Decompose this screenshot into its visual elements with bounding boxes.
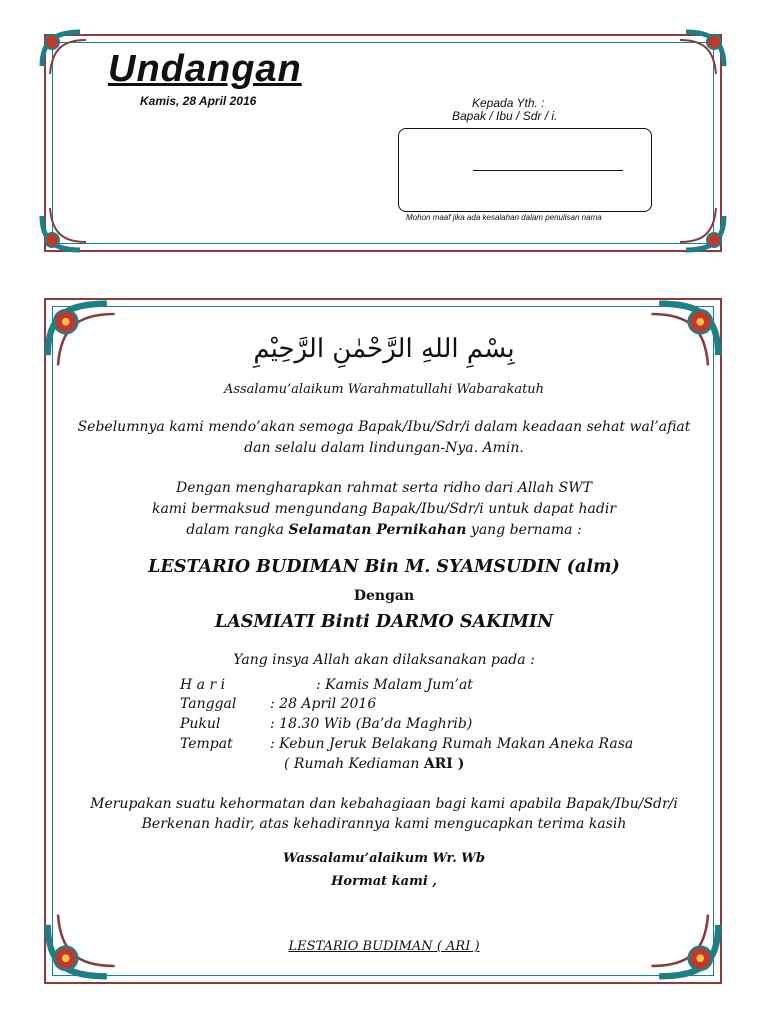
detail-row-hari (180, 677, 473, 693)
invite-line-1: Dengan mengharapkan rahmat serta ridho dari Allah SWT (176, 480, 592, 496)
recipient-name-box[interactable] (398, 128, 652, 212)
recipient-name-line (473, 170, 623, 171)
hormat-kami: Hormat kami , (331, 874, 437, 889)
detail-label: Tempat (180, 736, 233, 752)
detail-value: : Kebun Jeruk Belakang Rumah Makan Aneka Rasa (270, 736, 634, 752)
closing-line-2: Berkenan hadir, atas kehadirannya kami mengucapkan terima kasih (141, 816, 627, 832)
invite-line-3 (52, 522, 716, 538)
event-intro: Yang insya Allah akan dilaksanakan pada : (233, 652, 535, 668)
detail-row-tempat (180, 736, 633, 752)
venue-note-pre: ( Rumah Kediaman (284, 756, 424, 772)
ornament-bottom-left-icon (36, 186, 106, 256)
wish-line-2: dan selalu dalam lindungan-Nya. Amin. (244, 440, 524, 456)
opening-salam: Assalamu’alaikum Warahmatullahi Wabarakatuh (223, 382, 545, 397)
detail-label: H a r i (180, 677, 226, 693)
ornament-bottom-right-icon (660, 186, 730, 256)
detail-row-pukul (180, 716, 472, 732)
dengan-label: Dengan (353, 588, 415, 604)
detail-value: : 18.30 Wib (Ba’da Maghrib) (270, 716, 473, 732)
bride-name: LASMIATI Binti DARMO SAKIMIN (214, 612, 554, 632)
wish-line-1: Sebelumnya kami mendo’akan semoga Bapak/Ibu/Sdr/i dalam keadaan sehat wal’afiat (77, 419, 691, 435)
detail-value: : Kamis Malam Jum’at (316, 677, 473, 693)
invite-line-3-pre: dalam rangka (186, 522, 289, 538)
basmala-calligraphy: بِسْمِ اللهِ الرَّحْمٰنِ الرَّحِيْمِ (253, 334, 515, 364)
detail-label: Pukul (180, 716, 221, 732)
signature-name: LESTARIO BUDIMAN ( ARI ) (288, 939, 480, 954)
venue-host: ARI ) (423, 756, 465, 772)
event-name: Selamatan Pernikahan (288, 522, 467, 538)
groom-name: LESTARIO BUDIMAN Bin M. SYAMSUDIN (alm) (148, 557, 620, 577)
ornament-top-left-icon (36, 26, 106, 96)
recipient-label: Kepada Yth. : (472, 96, 545, 110)
recipient-salutation: Bapak / Ibu / Sdr / i. (452, 109, 558, 123)
invite-line-3-post: yang bernama : (466, 522, 582, 538)
apology-note: Mohon maaf jika ada kesalahan dalam penulisan nama (406, 213, 602, 222)
ornament-top-right-icon (660, 26, 730, 96)
detail-row-tanggal (180, 696, 376, 712)
envelope-date: Kamis, 28 April 2016 (140, 94, 257, 108)
closing-line-1: Merupakan suatu kehormatan dan kebahagiaan bagi kami apabila Bapak/Ibu/Sdr/i (90, 796, 678, 812)
venue-note (284, 756, 464, 772)
envelope-title: Undangan (108, 48, 302, 90)
detail-label: Tanggal (180, 696, 237, 712)
detail-value: : 28 April 2016 (270, 696, 377, 712)
invite-line-2: kami bermaksud mengundang Bapak/Ibu/Sdr/i untuk dapat hadir (151, 501, 617, 517)
closing-salam: Wassalamu’alaikum Wr. Wb (283, 851, 485, 866)
